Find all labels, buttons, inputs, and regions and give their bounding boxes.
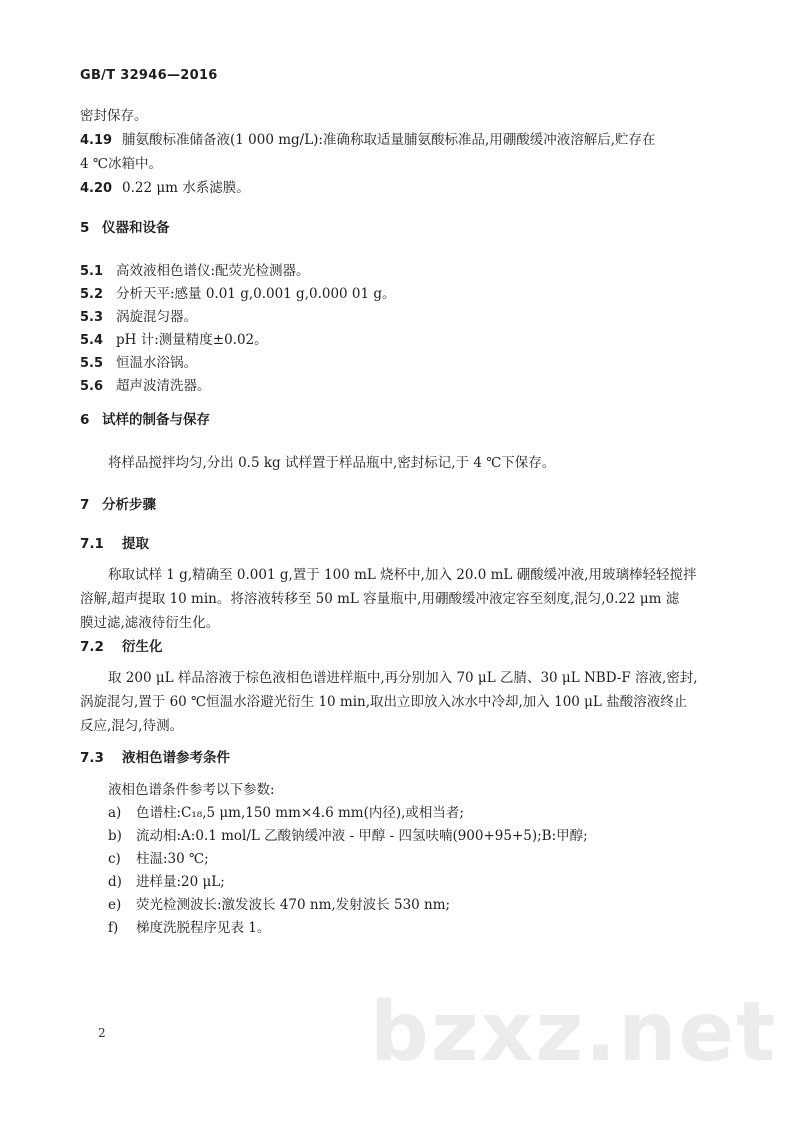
item-number: 5.6 (80, 379, 104, 394)
continued-text: 密封保存。 (80, 108, 148, 124)
list-item (108, 893, 450, 913)
item-4-19-cont: 4 ℃冰箱中。 (80, 156, 162, 172)
subsection-title: 液相色谱参考条件 (122, 750, 230, 766)
item-key: f) (108, 920, 119, 936)
item-number: 5.4 (80, 333, 104, 348)
item-text: 0.22 μm 水系滤膜。 (122, 180, 250, 196)
subsection-number: 7.3 (80, 750, 104, 766)
item-text: 柱温:30 ℃; (136, 851, 209, 867)
item-key: a) (108, 805, 122, 821)
section-number: 5 (80, 220, 90, 236)
list-item (108, 870, 225, 890)
list-item (80, 259, 310, 279)
item-number: 5.5 (80, 356, 104, 371)
list-item (80, 328, 268, 348)
item-text: 涡旋混匀器。 (116, 309, 197, 325)
standard-code-header: GB/T 32946—2016 (80, 68, 218, 83)
item-text: pH 计:测量精度±0.02。 (116, 332, 268, 348)
item-number: 4.19 (80, 133, 113, 148)
paragraph-line: 溶解,超声提取 10 min。将溶液转移至 50 mL 容量瓶中,用硼酸缓冲液定容至刻度,混匀,0.22 μm 滤 (80, 591, 680, 607)
subsection-heading-7-3 (80, 746, 230, 766)
item-text: 荧光检测波长:激发波长 470 nm,发射波长 530 nm; (136, 897, 451, 913)
item-4-19 (80, 128, 656, 148)
subsection-number: 7.2 (80, 639, 104, 655)
section-number: 6 (80, 412, 90, 428)
item-key: b) (108, 828, 122, 844)
section-heading-5 (80, 216, 170, 236)
list-item (80, 282, 396, 302)
list-item (108, 801, 464, 821)
section-title: 仪器和设备 (102, 220, 170, 236)
paragraph-line: 取 200 μL 样品溶液于棕色液相色谱进样瓶中,再分别加入 70 μL 乙腈、30 μL NBD-F 溶液,密封, (108, 670, 698, 686)
paragraph-line: 膜过滤,滤液待衍生化。 (80, 615, 220, 631)
list-item (108, 916, 270, 936)
item-text: 进样量:20 μL; (136, 874, 225, 890)
section-heading-6 (80, 408, 210, 428)
section-number: 7 (80, 497, 90, 513)
watermark: bzxz.net (370, 985, 778, 1080)
paragraph: 将样品搅拌均匀,分出 0.5 kg 试样置于样品瓶中,密封标记,于 4 ℃下保存。 (108, 455, 556, 471)
list-item (80, 374, 211, 394)
paragraph-line: 反应,混匀,待测。 (80, 718, 184, 734)
page-number: 2 (98, 1026, 106, 1040)
item-4-20 (80, 176, 250, 196)
subsection-title: 提取 (122, 536, 149, 552)
section-heading-7 (80, 493, 156, 513)
paragraph-line: 涡旋混匀,置于 60 ℃恒温水浴避光衍生 10 min,取出立即放入冰水中冷却,加入 100 μL 盐酸溶液终止 (80, 694, 688, 710)
paragraph-line: 称取试样 1 g,精确至 0.001 g,置于 100 mL 烧杯中,加入 20.0 mL 硼酸缓冲液,用玻璃棒轻轻搅拌 (108, 567, 697, 583)
item-number: 5.2 (80, 287, 104, 302)
list-item (80, 351, 197, 371)
item-text: 梯度洗脱程序见表 1。 (136, 920, 271, 936)
list-item (108, 824, 588, 844)
item-text: 流动相:A:0.1 mol/L 乙酸钠缓冲液 - 甲醇 - 四氢呋喃(900+95+5);B:甲醇; (136, 828, 588, 844)
item-number: 5.3 (80, 310, 104, 325)
item-text: 色谱柱:C₁₈,5 μm,150 mm×4.6 mm(内径),或相当者; (136, 805, 464, 821)
item-key: e) (108, 897, 122, 913)
item-text: 超声波清洗器。 (116, 378, 211, 394)
section-title: 试样的制备与保存 (102, 412, 210, 428)
paragraph: 液相色谱条件参考以下参数: (108, 782, 275, 798)
subsection-heading-7-1 (80, 532, 149, 552)
item-text: 脯氨酸标准储备液(1 000 mg/L):准确称取适量脯氨酸标准品,用硼酸缓冲液溶解后,贮存在 (122, 132, 656, 148)
list-item (80, 305, 197, 325)
item-text: 分析天平:感量 0.01 g,0.001 g,0.000 01 g。 (116, 286, 396, 302)
subsection-number: 7.1 (80, 536, 104, 552)
subsection-title: 衍生化 (122, 639, 163, 655)
section-title: 分析步骤 (102, 497, 156, 513)
item-number: 5.1 (80, 264, 104, 279)
item-key: c) (108, 851, 121, 867)
subsection-heading-7-2 (80, 635, 163, 655)
item-number: 4.20 (80, 181, 113, 196)
item-key: d) (108, 874, 122, 890)
item-text: 高效液相色谱仪:配荧光检测器。 (116, 263, 310, 279)
list-item (108, 847, 209, 867)
item-text: 恒温水浴锅。 (116, 355, 197, 371)
